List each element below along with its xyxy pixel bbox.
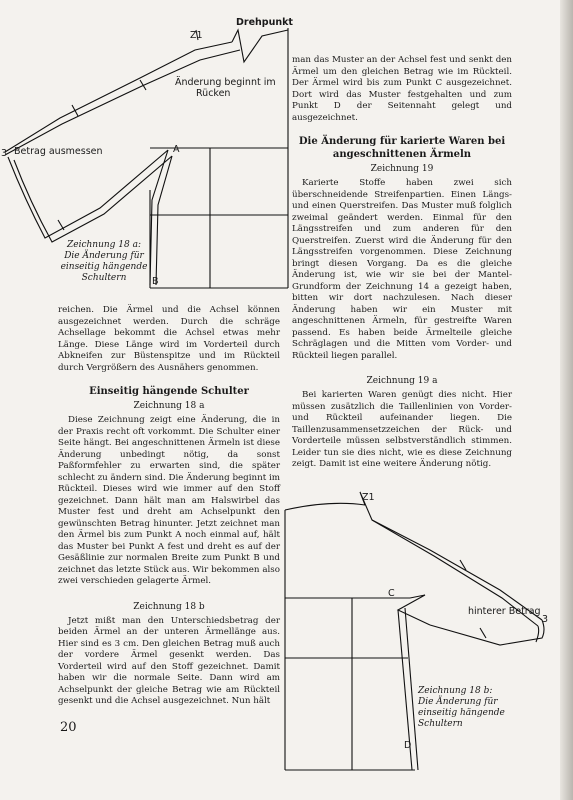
caption-18b — [418, 686, 522, 730]
caption-18b-line: einseitig hängende — [418, 708, 505, 718]
caption-18a-line: Zeichnung 18 a: — [66, 240, 142, 250]
book-gutter — [560, 0, 573, 800]
label-hinterer-betrag: hinterer Betrag — [468, 606, 541, 617]
subheading-19a: Zeichnung 19 a — [366, 376, 438, 386]
right-paragraph-1: man das Muster an der Achsel fest und senkt den Ärmel um den gleichen Betrag wie im Rückteil. Der Ärmel wird bis zum Punkt C ausgezeichnet. Dort wird das Muster festgehalten und zum Punkt D der Seitennaht gelegt und ausgezeichnet. — [292, 55, 512, 123]
caption-18a-line: Die Änderung für — [64, 251, 144, 261]
heading-karierte: Die Änderung für karierte Waren bei angeschnittenen Ärmeln — [298, 136, 506, 160]
left-column — [58, 305, 280, 708]
label-change-back-1: Änderung beginnt im — [175, 77, 276, 88]
caption-18a-line: Schultern — [81, 273, 127, 283]
label-z1-18b: Z1 — [362, 492, 375, 503]
label-change-back-2: Rücken — [196, 88, 231, 99]
label-3: 3 — [1, 148, 8, 159]
right-column — [292, 55, 512, 471]
caption-18b-line: Die Änderung für — [418, 697, 498, 707]
caption-18b-line: Schultern — [418, 719, 463, 729]
left-paragraph-1: reichen. Die Ärmel und die Achsel können ausgezeichnet werden. Durch die schräge Achsellage bekommt die Achsel etwas mehr Länge. Diese Länge wird im Vorderteil durch Abkneifen zur Büstenspitze und im Rückteil durch Vergrößern des Ausnähers genommen. — [58, 305, 280, 373]
label-b: B — [152, 276, 159, 287]
heading-einseitig: Einseitig hängende Schulter — [89, 386, 249, 397]
caption-18b-line: Zeichnung 18 b: — [418, 686, 493, 696]
page-number: 20 — [60, 720, 77, 735]
caption-18a — [58, 240, 150, 284]
left-paragraph-3: Jetzt mißt man den Unterschiedsbetrag der beiden Ärmel an der unteren Ärmellänge aus. Hier sind es 3 cm. Den gleichen Betrag muß auch der vordere Ärmel gesenkt werden. Das Vorderteil wird auf den Stoff gezeichnet. Damit haben wir die normale Seite. Dann wird am Achselpunkt der gleiche Betrag wie am Rückteil gesenkt und die Achsel ausgezeichnet. Nun hält — [58, 615, 280, 706]
label-z1: Z1 — [190, 30, 203, 41]
label-drehpunkt: Drehpunkt — [236, 17, 293, 28]
left-paragraph-2: Diese Zeichnung zeigt eine Änderung, die in der Praxis recht oft vorkommt. Die Schulter einer Seite hängt. Bei angeschnittenen Ärmeln ist diese Änderung unbedingt nötig, da sonst Paßformfehler zu erwarten sind, die später schlecht zu ändern sind. Die Änderung beginnt im Rückteil. Dieses wird wie immer auf den Stoff gezeichnet. Dann hält man am Halswirbel das Muster fest und dreht am Achselpunkt den gewünschten Betrag hinunter. Jetzt zeichnet man den Ärmel bis zum Punkt A noch einmal auf, hält das Muster bei Punkt A fest und dreht es auf der Gesäßlinie zur normalen Breite zum Punkt B und zeichnet das letzte Stück aus. Wir bekommen also zwei verschieden gelagerte Ärmel. — [58, 415, 280, 586]
caption-18a-line: einseitig hängende — [60, 262, 148, 272]
right-paragraph-2: Karierte Stoffe haben zwei sich überschneidende Streifenpartien. Einen Längs- und einen Querstreifen. Das Muster muß folglich zweimal geändert werden. Einmal für den Längsstreifen und zum anderen für den Querstreifen. Zuerst wird die Änderung für den Längsstreifen vorgenommen. Diese Zeichnung bringt diesen Vorgang. Da es die gleiche Änderung ist, wie wir sie bei der Mantel-Grundform der Zeichnung 14 a gezeigt haben, bitten wir dort nachzulesen. Nach dieser Änderung haben wir ein Muster mit angeschnittenen Ärmeln, für gestreifte Waren passend. Es haben beide Ärmelteile gleiche Schräglagen und die Mitten vom Vorder- und Rückteil liegen parallel. — [292, 178, 512, 361]
figure-18b-drawing — [280, 480, 560, 780]
label-c: C — [388, 588, 395, 599]
label-d: D — [404, 740, 412, 751]
subheading-18b: Zeichnung 18 b — [133, 601, 205, 612]
label-betrag-ausmessen: Betrag ausmessen — [14, 146, 103, 157]
subheading-18a: Zeichnung 18 a — [133, 401, 205, 411]
label-3-18b: 3 — [542, 614, 549, 625]
right-paragraph-3: Bei karierten Waren genügt dies nicht. Hier müssen zusätzlich die Taillenlinien von Vorder- und Rückteil aufeinander liegen. Die Taillenzusammensetzzeichen der Rück- und Vorderteile müssen selbstverständlich stimmen. Leider tun sie dies nicht, wie es diese Zeichnung zeigt. Damit ist eine weitere Änderung nötig. — [292, 390, 512, 469]
subheading-19: Zeichnung 19 — [370, 164, 434, 174]
label-a: A — [173, 144, 180, 155]
